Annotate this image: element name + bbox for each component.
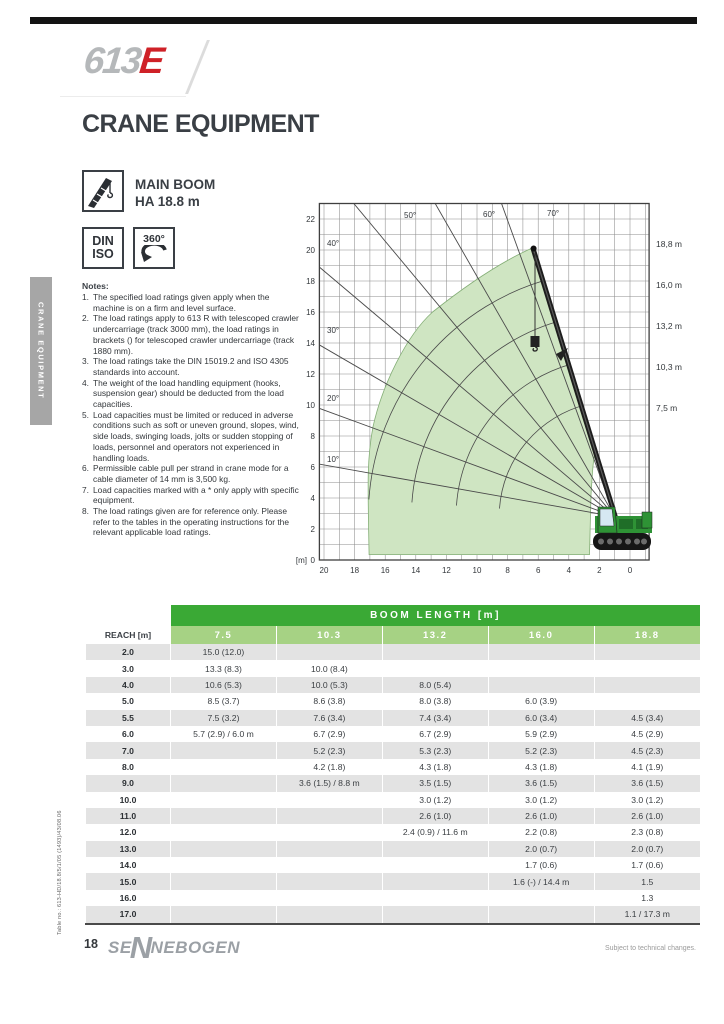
note-item: Load capacities marked with a * only apply with specific equipment. <box>93 484 299 506</box>
svg-text:10: 10 <box>306 401 315 410</box>
load-cell: 6.7 (2.9) <box>382 726 488 742</box>
boom-length-column-header: 10.3 <box>276 626 382 644</box>
reach-cell: 15.0 <box>86 873 171 889</box>
boom-length-labels <box>656 239 682 413</box>
din-label: DIN <box>92 234 114 248</box>
load-cell: 2.6 (1.0) <box>594 808 700 824</box>
load-cell: 2.0 (0.7) <box>488 841 594 857</box>
boom-length-column-header: 16.0 <box>488 626 594 644</box>
boom-length-column-header: 13.2 <box>382 626 488 644</box>
table-row <box>86 644 701 660</box>
load-cell: 5.2 (2.3) <box>488 742 594 758</box>
load-cell <box>276 906 382 923</box>
load-cell: 2.3 (0.8) <box>594 824 700 840</box>
table-row <box>86 710 701 726</box>
load-cell <box>276 644 382 660</box>
reach-cell: 16.0 <box>86 890 171 906</box>
reach-cell: 2.0 <box>86 644 171 660</box>
note-item: The specified load ratings given apply when the machine is on a firm and level surface. <box>93 292 270 313</box>
note-item: The weight of the load handling equipment (hooks, suspension gear) should be deducted from the load capacities. <box>93 377 284 410</box>
notes <box>82 281 301 538</box>
load-cell <box>594 644 700 660</box>
load-cell: 4.5 (3.4) <box>594 710 700 726</box>
load-cell: 2.2 (0.8) <box>488 824 594 840</box>
din-iso-badge <box>82 227 124 269</box>
load-cell: 3.0 (1.2) <box>488 792 594 808</box>
load-cell: 3.6 (1.5) <box>594 775 700 791</box>
table-row <box>86 792 701 808</box>
table-row <box>86 677 701 693</box>
svg-text:6: 6 <box>535 566 541 575</box>
load-table <box>85 605 700 925</box>
load-cell <box>382 644 488 660</box>
y-axis-ticks <box>306 215 315 565</box>
load-cell <box>276 857 382 873</box>
svg-text:22: 22 <box>306 215 315 224</box>
table-row <box>86 742 701 758</box>
load-cell <box>488 906 594 923</box>
working-range-chart <box>296 196 720 588</box>
svg-text:14: 14 <box>411 566 421 575</box>
svg-text:20: 20 <box>319 566 329 575</box>
table-row <box>86 726 701 742</box>
svg-text:30°: 30° <box>327 326 340 335</box>
sidebar-tab <box>30 277 52 425</box>
load-cell: 13.3 (8.3) <box>171 660 277 676</box>
main-boom-icon <box>82 170 124 212</box>
reach-cell: 9.0 <box>86 775 171 791</box>
reach-cell: 17.0 <box>86 906 171 923</box>
reach-cell: 4.0 <box>86 677 171 693</box>
notes-list <box>82 292 301 538</box>
note-item: The load ratings apply to 613 R with telescoped crawler undercarriage (track 3000 mm), the load ratings in brackets () for telescoped crawler undercarriage (track 1880 mm). <box>93 313 299 356</box>
brand-logo <box>108 930 240 966</box>
reach-cell: 6.0 <box>86 726 171 742</box>
load-cell: 8.5 (3.7) <box>171 693 277 709</box>
load-cell <box>594 693 700 709</box>
table-row <box>86 759 701 775</box>
svg-text:4: 4 <box>310 494 315 503</box>
load-cell <box>171 857 277 873</box>
footer-note: Subject to technical changes. <box>604 945 696 952</box>
load-cell: 2.6 (1.0) <box>488 808 594 824</box>
svg-text:10: 10 <box>472 566 482 575</box>
load-cell: 10.6 (5.3) <box>171 677 277 693</box>
load-cell: 7.6 (3.4) <box>276 710 382 726</box>
rotation-360-badge <box>133 227 175 269</box>
load-cell: 10.0 (5.3) <box>276 677 382 693</box>
table-row <box>86 824 701 840</box>
main-boom-label <box>135 176 215 210</box>
load-cell: 10.0 (8.4) <box>276 660 382 676</box>
table-row <box>86 775 701 791</box>
load-cell <box>276 841 382 857</box>
model-logo <box>82 40 165 82</box>
svg-text:7,5 m: 7,5 m <box>656 403 678 413</box>
load-cell <box>276 873 382 889</box>
svg-text:18,8 m: 18,8 m <box>656 239 682 249</box>
svg-text:16: 16 <box>380 566 390 575</box>
note-item: The load ratings given are for reference only. Please refer to the tables in the operating instructions for the relevant applicable load ratings. <box>93 506 289 538</box>
load-cell <box>171 808 277 824</box>
load-cell: 4.5 (2.3) <box>594 742 700 758</box>
svg-text:60°: 60° <box>483 210 496 219</box>
table-row <box>86 890 701 906</box>
page-title: CRANE EQUIPMENT <box>82 110 319 138</box>
load-cell <box>171 759 277 775</box>
load-cell: 15.0 (12.0) <box>171 644 277 660</box>
table-row <box>86 660 701 676</box>
load-cell <box>488 677 594 693</box>
table-corner <box>86 605 171 626</box>
svg-text:40°: 40° <box>327 239 340 248</box>
top-bar <box>30 17 697 24</box>
load-cell: 2.0 (0.7) <box>594 841 700 857</box>
boom-length-header: BOOM LENGTH [m] <box>171 605 701 626</box>
load-cell: 4.5 (2.9) <box>594 726 700 742</box>
svg-text:18: 18 <box>350 566 360 575</box>
load-cell: 3.0 (1.2) <box>382 792 488 808</box>
load-cell: 4.3 (1.8) <box>382 759 488 775</box>
load-cell <box>382 890 488 906</box>
main-boom-title: MAIN BOOM <box>135 177 216 192</box>
load-cell: 4.1 (1.9) <box>594 759 700 775</box>
load-cell: 3.5 (1.5) <box>382 775 488 791</box>
load-cell: 8.0 (3.8) <box>382 693 488 709</box>
load-cell: 1.3 <box>594 890 700 906</box>
sidebar-tab-label: CRANE EQUIPMENT <box>36 302 46 400</box>
load-cell: 4.2 (1.8) <box>276 759 382 775</box>
load-cell: 7.4 (3.4) <box>382 710 488 726</box>
iso-label: ISO <box>92 247 114 261</box>
rotation-label: 360° <box>143 233 165 245</box>
working-envelope-area <box>368 248 595 555</box>
load-cell: 2.4 (0.9) / 11.6 m <box>382 824 488 840</box>
load-cell <box>171 775 277 791</box>
brand-logo-pre: SE <box>108 938 132 957</box>
svg-text:8: 8 <box>310 432 315 441</box>
svg-text:50°: 50° <box>404 211 417 220</box>
table-row <box>86 841 701 857</box>
brand-logo-big-n: N <box>129 930 153 965</box>
table-row <box>86 873 701 889</box>
load-cell <box>382 841 488 857</box>
load-cell <box>171 906 277 923</box>
reach-cell: 5.5 <box>86 710 171 726</box>
load-cell: 6.7 (2.9) <box>276 726 382 742</box>
rotation-arrow-icon <box>139 245 169 262</box>
brand-logo-post: NEBOGEN <box>150 938 241 957</box>
reach-cell: 7.0 <box>86 742 171 758</box>
boom-length-column-header: 18.8 <box>594 626 700 644</box>
x-axis-ticks <box>320 566 633 575</box>
load-cell: 8.6 (3.8) <box>276 693 382 709</box>
notes-heading: Notes: <box>82 281 109 291</box>
svg-text:12: 12 <box>441 566 451 575</box>
axis-unit-label: [m] <box>296 556 307 565</box>
svg-text:14: 14 <box>306 339 315 348</box>
load-cell: 2.6 (1.0) <box>382 808 488 824</box>
reach-cell: 3.0 <box>86 660 171 676</box>
load-cell: 8.0 (5.4) <box>382 677 488 693</box>
svg-text:13,2 m: 13,2 m <box>656 321 682 331</box>
reach-cell: 10.0 <box>86 792 171 808</box>
load-cell <box>276 824 382 840</box>
svg-text:16,0 m: 16,0 m <box>656 280 682 290</box>
load-cell: 6.0 (3.9) <box>488 693 594 709</box>
svg-text:20: 20 <box>306 246 315 255</box>
load-cell: 5.9 (2.9) <box>488 726 594 742</box>
load-cell: 3.0 (1.2) <box>594 792 700 808</box>
load-cell: 5.2 (2.3) <box>276 742 382 758</box>
logo-slash-decoration <box>185 40 210 94</box>
note-item: Load capacities must be limited or reduced in adverse conditions such as soft or uneven ground, slopes, wind, side loads, swinging loads, jolts or sudden stopping of loads, personnel and operators not experienced in handling loads. <box>93 409 299 463</box>
boom-pictogram-icon <box>85 173 122 210</box>
svg-text:12: 12 <box>306 370 315 379</box>
load-cell <box>382 873 488 889</box>
reach-header: REACH [m] <box>86 626 171 644</box>
load-cell <box>171 873 277 889</box>
load-cell <box>171 792 277 808</box>
table-row <box>86 857 701 873</box>
svg-text:18: 18 <box>306 277 315 286</box>
table-row <box>86 808 701 824</box>
reach-cell: 11.0 <box>86 808 171 824</box>
load-cell <box>171 742 277 758</box>
svg-text:8: 8 <box>505 566 510 575</box>
load-cell: 5.7 (2.9) / 6.0 m <box>171 726 277 742</box>
load-cell <box>488 644 594 660</box>
table-row <box>86 906 701 923</box>
load-cell: 5.3 (2.3) <box>382 742 488 758</box>
load-cell: 1.7 (0.6) <box>594 857 700 873</box>
reach-cell: 14.0 <box>86 857 171 873</box>
load-cell <box>488 660 594 676</box>
load-cell <box>276 808 382 824</box>
svg-text:4: 4 <box>566 566 572 575</box>
load-cell <box>382 906 488 923</box>
load-cell <box>594 677 700 693</box>
load-cell: 3.6 (1.5) <box>488 775 594 791</box>
page-number: 18 <box>84 937 98 951</box>
load-cell <box>276 792 382 808</box>
boom-length-column-header: 7.5 <box>171 626 277 644</box>
load-cell: 6.0 (3.4) <box>488 710 594 726</box>
svg-text:2: 2 <box>597 566 602 575</box>
svg-text:70°: 70° <box>547 209 560 218</box>
load-cell <box>171 824 277 840</box>
load-cell: 1.6 (-) / 14.4 m <box>488 873 594 889</box>
model-series-letter: E <box>137 40 165 81</box>
load-cell: 3.6 (1.5) / 8.8 m <box>276 775 382 791</box>
table-reference: Table no.: 613-HD/18.8/5/1/05 (1493)/43/08.06 <box>57 810 63 935</box>
note-item: Permissible cable pull per strand in crane mode for a cable diameter of 14 mm is 3,500 kg. <box>93 463 289 484</box>
load-cell <box>171 890 277 906</box>
load-cell <box>171 841 277 857</box>
reach-cell: 12.0 <box>86 824 171 840</box>
svg-text:0: 0 <box>627 566 633 575</box>
load-cell: 1.5 <box>594 873 700 889</box>
reach-cell: 5.0 <box>86 693 171 709</box>
load-cell <box>382 857 488 873</box>
svg-text:2: 2 <box>310 525 315 534</box>
model-number: 613 <box>81 40 142 81</box>
reach-cell: 13.0 <box>86 841 171 857</box>
svg-text:10°: 10° <box>327 455 340 464</box>
load-cell: 4.3 (1.8) <box>488 759 594 775</box>
load-cell <box>488 890 594 906</box>
load-cell <box>382 660 488 676</box>
svg-text:6: 6 <box>310 463 315 472</box>
svg-text:16: 16 <box>306 308 315 317</box>
reach-cell: 8.0 <box>86 759 171 775</box>
svg-text:10,3 m: 10,3 m <box>656 362 682 372</box>
svg-text:0: 0 <box>310 556 315 565</box>
svg-text:20°: 20° <box>327 394 340 403</box>
load-cell <box>276 890 382 906</box>
note-item: The load ratings take the DIN 15019.2 and ISO 4305 standards into account. <box>93 356 289 377</box>
load-cell: 1.7 (0.6) <box>488 857 594 873</box>
load-cell: 7.5 (3.2) <box>171 710 277 726</box>
load-cell: 1.1 / 17.3 m <box>594 906 700 923</box>
load-cell <box>594 660 700 676</box>
table-row <box>86 693 701 709</box>
logo-underline-decoration <box>60 96 186 97</box>
main-boom-length: HA 18.8 m <box>135 194 200 209</box>
